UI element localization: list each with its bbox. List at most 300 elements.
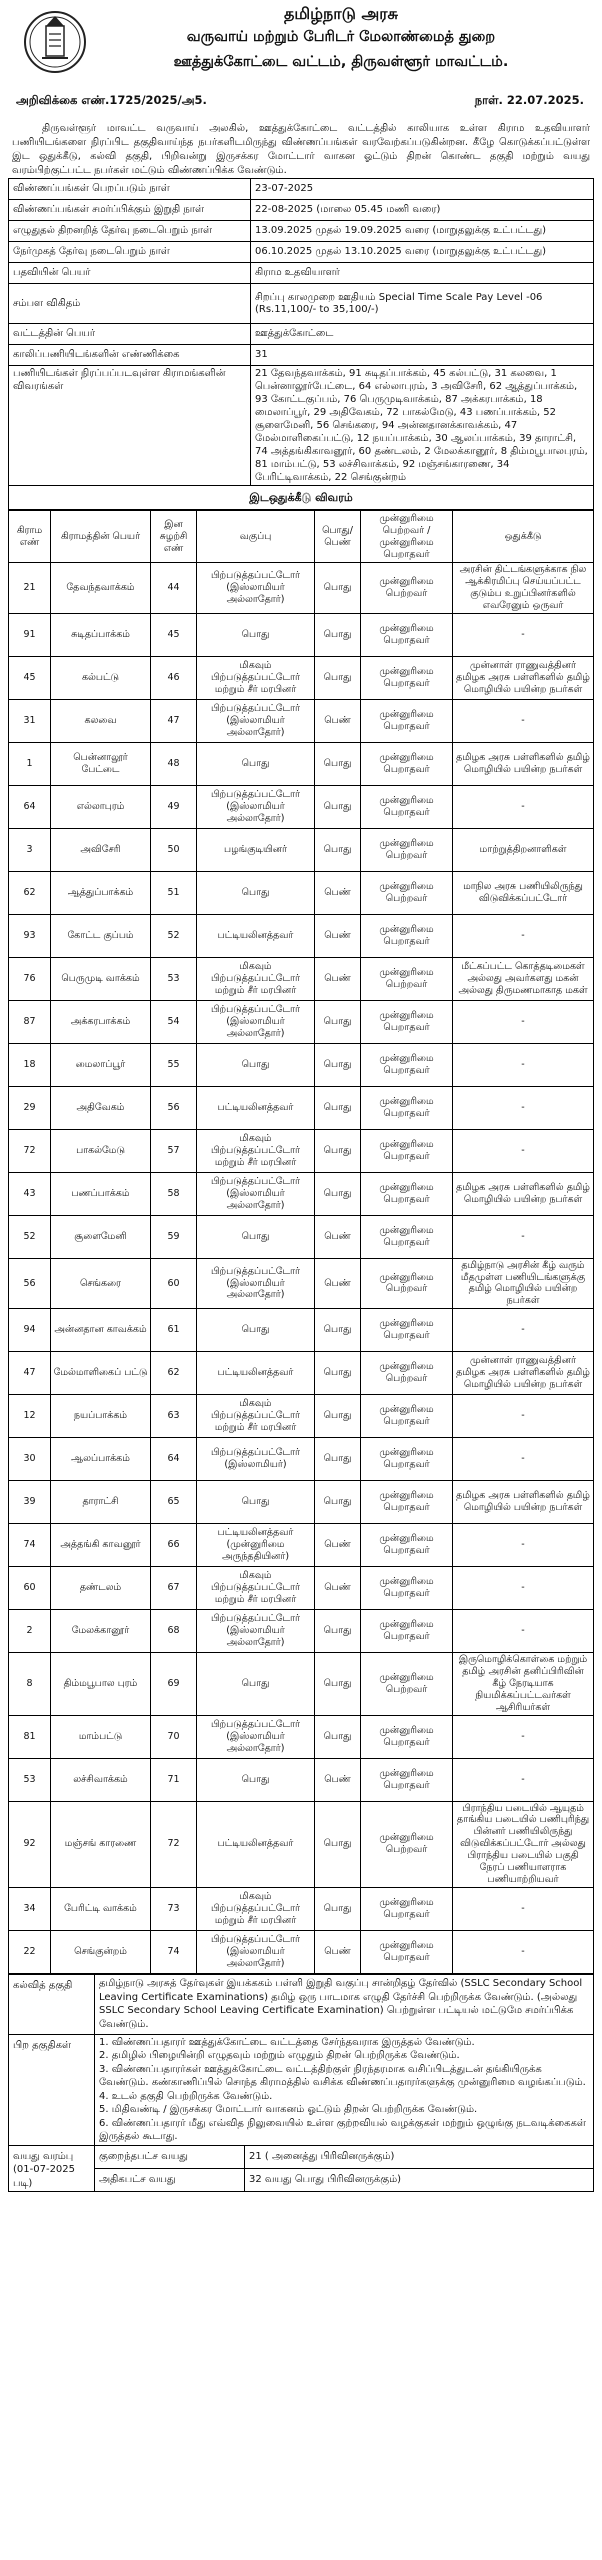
- cell-allocation: -: [453, 785, 594, 828]
- cell-village-no: 1: [9, 742, 51, 785]
- info-row: [9, 200, 594, 221]
- cell-allocation: -: [453, 1887, 594, 1930]
- info-value: 22-08-2025 (மாலை 05.45 மணி வரை): [251, 200, 594, 221]
- age-limit-label: வயது வரம்பு (01-07-2025 படி): [9, 2145, 95, 2192]
- cell-rotation-no: 74: [151, 1930, 197, 1973]
- cell-rotation-no: 63: [151, 1395, 197, 1438]
- cell-village-name: சூளைமேனி: [51, 1215, 151, 1258]
- cell-allocation: முன்னாள் ராணுவத்தினர் தமிழக அரசு பள்ளிகளில் தமிழ் மொழியில் பயின்ற நபர்கள்: [453, 1352, 594, 1395]
- cell-community: மிகவும் பிற்படுத்தப்பட்டோர் மற்றும் சீர் மரபினர்: [197, 1887, 315, 1930]
- cell-rotation-no: 59: [151, 1215, 197, 1258]
- notice-header: [8, 0, 594, 120]
- cell-village-no: 56: [9, 1258, 51, 1309]
- cell-community: பொது: [197, 1481, 315, 1524]
- cell-community: பிற்படுத்தப்பட்டோர் (இஸ்லாமியர் அல்லாதோர்): [197, 1172, 315, 1215]
- cell-rotation-no: 50: [151, 828, 197, 871]
- cell-village-no: 21: [9, 563, 51, 614]
- cell-village-no: 22: [9, 1930, 51, 1973]
- max-age-label: அதிகபட்ச வயது: [95, 2168, 245, 2191]
- reservation-row: [9, 563, 594, 614]
- cell-priority-status: முன்னுரிமை பெறாதவர்: [361, 1610, 453, 1653]
- reservation-row: [9, 1758, 594, 1801]
- cell-village-no: 74: [9, 1524, 51, 1567]
- info-label: விண்ணப்பங்கள் சமர்ப்பிக்கும் இறுதி நாள்: [9, 200, 251, 221]
- cell-village-no: 92: [9, 1801, 51, 1887]
- reservation-row: [9, 656, 594, 699]
- cell-village-no: 91: [9, 613, 51, 656]
- cell-village-name: செங்கரை: [51, 1258, 151, 1309]
- reservation-row: [9, 1567, 594, 1610]
- cell-allocation: -: [453, 1086, 594, 1129]
- col-header-rotation-no: இன சுழற்சி எண்: [151, 511, 197, 563]
- info-label: விண்ணப்பங்கள் பெறப்படும் நாள்: [9, 179, 251, 200]
- cell-rotation-no: 58: [151, 1172, 197, 1215]
- info-row: [9, 221, 594, 242]
- cell-village-no: 72: [9, 1129, 51, 1172]
- reservation-row: [9, 871, 594, 914]
- cell-community: பட்டியலினத்தவர்: [197, 1801, 315, 1887]
- cell-village-no: 94: [9, 1309, 51, 1352]
- cell-allocation: மீட்கப்பட்ட கொத்தடிமைகள் அல்லது அவர்களது மகன் அல்லது திருமணமாகாத மகள்: [453, 957, 594, 1000]
- col-header-priority: முன்னுரிமை பெற்றவர் / முன்னுரிமை பெறாதவர்: [361, 511, 453, 563]
- cell-rotation-no: 57: [151, 1129, 197, 1172]
- info-row: [9, 284, 594, 324]
- cell-general-women: பெண்: [315, 1215, 361, 1258]
- tamil-nadu-emblem-icon: [22, 4, 88, 80]
- notification-date: நாள். 22.07.2025.: [474, 93, 584, 107]
- cell-allocation: -: [453, 1000, 594, 1043]
- cell-community: மிகவும் பிற்படுத்தப்பட்டோர் மற்றும் சீர் மரபினர்: [197, 656, 315, 699]
- cell-village-no: 39: [9, 1481, 51, 1524]
- reservation-header-row: [9, 511, 594, 563]
- min-age-value: 21 ( அனைத்து பிரிவினருக்கும்): [245, 2145, 594, 2168]
- cell-community: பொது: [197, 1758, 315, 1801]
- cell-village-name: ஆலப்பாக்கம்: [51, 1438, 151, 1481]
- reservation-row: [9, 1801, 594, 1887]
- reservation-row: [9, 1524, 594, 1567]
- cell-community: மிகவும் பிற்படுத்தப்பட்டோர் மற்றும் சீர் மரபினர்: [197, 1129, 315, 1172]
- col-header-community: வகுப்பு: [197, 511, 315, 563]
- cell-priority-status: முன்னுரிமை பெற்றவர்: [361, 1653, 453, 1715]
- cell-village-name: பெருமுடி வாக்கம்: [51, 957, 151, 1000]
- cell-rotation-no: 68: [151, 1610, 197, 1653]
- cell-village-no: 52: [9, 1215, 51, 1258]
- age-row: [9, 2168, 594, 2191]
- cell-community: பிற்படுத்தப்பட்டோர் (இஸ்லாமியர் அல்லாதோர்): [197, 1000, 315, 1043]
- cell-priority-status: முன்னுரிமை பெறாதவர்: [361, 742, 453, 785]
- cell-community: மிகவும் பிற்படுத்தப்பட்டோர் மற்றும் சீர் மரபினர்: [197, 1567, 315, 1610]
- cell-allocation: இருமொழிக்கொள்கை மற்றும் தமிழ் அரசின் தனிப்பிரிவின் கீழ் நேரடியாக நியமிக்கப்பட்டவர்கள் ஆசிரியர்கள்: [453, 1653, 594, 1715]
- cell-allocation: தமிழக அரசு பள்ளிகளில் தமிழ் மொழியில் பயின்ற நபர்கள்: [453, 742, 594, 785]
- cell-general-women: பெண்: [315, 914, 361, 957]
- cell-village-no: 30: [9, 1438, 51, 1481]
- reservation-row: [9, 785, 594, 828]
- cell-community: பிற்படுத்தப்பட்டோர் (இஸ்லாமியர் அல்லாதோர்): [197, 1610, 315, 1653]
- cell-allocation: -: [453, 1567, 594, 1610]
- reservation-row: [9, 1352, 594, 1395]
- cell-community: பொது: [197, 1215, 315, 1258]
- cell-community: பிற்படுத்தப்பட்டோர் (இஸ்லாமியர் அல்லாதோர்): [197, 1258, 315, 1309]
- cell-community: பொது: [197, 742, 315, 785]
- cell-allocation: -: [453, 1043, 594, 1086]
- reservation-row: [9, 1715, 594, 1758]
- info-value: 23-07-2025: [251, 179, 594, 200]
- info-label: எழுதுதல் திறனறித் தேர்வு நடைபெறும் நாள்: [9, 221, 251, 242]
- cell-community: பட்டியலினத்தவர்: [197, 1352, 315, 1395]
- cell-community: பட்டியலினத்தவர்: [197, 914, 315, 957]
- cell-general-women: பெண்: [315, 1524, 361, 1567]
- cell-village-name: சுடிதப்பாக்கம்: [51, 613, 151, 656]
- cell-village-name: அதிவேகம்: [51, 1086, 151, 1129]
- info-value: ஊத்துக்கோட்டை: [251, 324, 594, 345]
- cell-village-name: திம்மபூபால புரம்: [51, 1653, 151, 1715]
- cell-community: பிற்படுத்தப்பட்டோர் (இஸ்லாமியர் அல்லாதோர்): [197, 563, 315, 614]
- cell-rotation-no: 72: [151, 1801, 197, 1887]
- cell-village-name: ஆத்துப்பாக்கம்: [51, 871, 151, 914]
- cell-general-women: பொது: [315, 656, 361, 699]
- cell-allocation: -: [453, 1758, 594, 1801]
- cell-village-no: 87: [9, 1000, 51, 1043]
- cell-priority-status: முன்னுரிமை பெறாதவர்: [361, 1395, 453, 1438]
- cell-village-name: அக்கரபாக்கம்: [51, 1000, 151, 1043]
- cell-rotation-no: 51: [151, 871, 197, 914]
- cell-rotation-no: 60: [151, 1258, 197, 1309]
- info-row: [9, 324, 594, 345]
- cell-village-no: 81: [9, 1715, 51, 1758]
- cell-general-women: பொது: [315, 1352, 361, 1395]
- cell-general-women: பொது: [315, 1610, 361, 1653]
- info-row: [9, 345, 594, 366]
- cell-village-no: 34: [9, 1887, 51, 1930]
- cell-rotation-no: 56: [151, 1086, 197, 1129]
- cell-rotation-no: 61: [151, 1309, 197, 1352]
- cell-priority-status: முன்னுரிமை பெறாதவர்: [361, 613, 453, 656]
- education-row: [9, 1974, 594, 2034]
- qualification-item: 1. விண்ணப்பதாரர் ஊத்துக்கோட்டை வட்டத்தை சேர்ந்தவராக இருத்தல் வேண்டும்.: [99, 2036, 475, 2048]
- cell-community: பொது: [197, 1043, 315, 1086]
- cell-priority-status: முன்னுரிமை பெறாதவர்: [361, 1887, 453, 1930]
- cell-priority-status: முன்னுரிமை பெறாதவர்: [361, 1524, 453, 1567]
- cell-rotation-no: 55: [151, 1043, 197, 1086]
- cell-priority-status: முன்னுரிமை பெறாதவர்: [361, 1758, 453, 1801]
- reservation-row: [9, 1129, 594, 1172]
- cell-allocation: -: [453, 699, 594, 742]
- cell-general-women: பொது: [315, 1395, 361, 1438]
- cell-village-no: 64: [9, 785, 51, 828]
- cell-allocation: பிராந்திய படையில் ஆயுதம் தாங்கிய படையில் பணிபுரிந்து பின்னர் பணியிலிருந்து விடுவிக்கப்பட்டோர் அல்லது பிராந்திய படையில் பகுதி நேரப் பணியாளராக பணியாற்றியவர்: [453, 1801, 594, 1887]
- cell-village-no: 31: [9, 699, 51, 742]
- info-label: காலிப்பணியிடங்களின் எண்ணிக்கை: [9, 345, 251, 366]
- qualification-item: 5. மிதிவண்டி / இருசக்கர மோட்டார் வாகனம் ஓட்டும் திறன் பெற்றிருக்க வேண்டும்.: [99, 2104, 478, 2116]
- reservation-row: [9, 1610, 594, 1653]
- cell-rotation-no: 70: [151, 1715, 197, 1758]
- cell-village-name: தண்டலம்: [51, 1567, 151, 1610]
- cell-village-name: மேலக்கானூர்: [51, 1610, 151, 1653]
- cell-priority-status: முன்னுரிமை பெறாதவர்: [361, 1043, 453, 1086]
- cell-general-women: பொது: [315, 563, 361, 614]
- notification-number: அறிவிக்கை எண்.1725/2025/அ5.: [16, 93, 207, 107]
- cell-village-name: மாம்பட்டு: [51, 1715, 151, 1758]
- cell-allocation: -: [453, 613, 594, 656]
- cell-general-women: பெண்: [315, 1258, 361, 1309]
- cell-allocation: முன்னாள் ராணுவத்தினர் தமிழக அரசு பள்ளிகளில் தமிழ் மொழியில் பயின்ற நபர்கள்: [453, 656, 594, 699]
- reservation-row: [9, 613, 594, 656]
- cell-community: பிற்படுத்தப்பட்டோர் (இஸ்லாமியர் அல்லாதோர்): [197, 1715, 315, 1758]
- cell-community: மிகவும் பிற்படுத்தப்பட்டோர் மற்றும் சீர் மரபினர்: [197, 1395, 315, 1438]
- cell-rotation-no: 71: [151, 1758, 197, 1801]
- cell-allocation: தமிழக அரசு பள்ளிகளில் தமிழ் மொழியில் பயின்ற நபர்கள்: [453, 1481, 594, 1524]
- info-row: [9, 366, 594, 486]
- cell-general-women: பொது: [315, 1129, 361, 1172]
- cell-general-women: பொது: [315, 1438, 361, 1481]
- cell-community: பிற்படுத்தப்பட்டோர் (இஸ்லாமியர் அல்லாதோர்): [197, 1930, 315, 1973]
- cell-allocation: -: [453, 1129, 594, 1172]
- cell-priority-status: முன்னுரிமை பெறாதவர்: [361, 1215, 453, 1258]
- cell-priority-status: முன்னுரிமை பெறாதவர்: [361, 1129, 453, 1172]
- info-label: நேர்முகத் தேர்வு நடைபெறும் நாள்: [9, 242, 251, 263]
- cell-general-women: பொது: [315, 1801, 361, 1887]
- info-row: [9, 263, 594, 284]
- cell-general-women: பெண்: [315, 1930, 361, 1973]
- cell-rotation-no: 48: [151, 742, 197, 785]
- eligibility-table: [8, 1974, 594, 2193]
- cell-village-no: 43: [9, 1172, 51, 1215]
- cell-general-women: பெண்: [315, 871, 361, 914]
- government-name: தமிழ்நாடு அரசு: [283, 4, 398, 23]
- cell-priority-status: முன்னுரிமை பெறாதவர்: [361, 1438, 453, 1481]
- info-value: கிராம உதவியாளர்: [251, 263, 594, 284]
- qualification-item: 2. தமிழில் பிழையின்றி எழுதவும் மற்றும் எழுதும் திறன் பெற்றிருக்க வேண்டும்.: [99, 2050, 460, 2062]
- cell-general-women: பெண்: [315, 699, 361, 742]
- info-value: 13.09.2025 முதல் 19.09.2025 வரை (மாறுதலுக்கு உட்பட்டது): [251, 221, 594, 242]
- cell-general-women: பெண்: [315, 1567, 361, 1610]
- cell-priority-status: முன்னுரிமை பெற்றவர்: [361, 1352, 453, 1395]
- cell-priority-status: முன்னுரிமை பெற்றவர்: [361, 871, 453, 914]
- cell-community: பிற்படுத்தப்பட்டோர் (இஸ்லாமியர் அல்லாதோர்): [197, 785, 315, 828]
- reservation-row: [9, 1000, 594, 1043]
- reservation-row: [9, 1172, 594, 1215]
- cell-priority-status: முன்னுரிமை பெறாதவர்: [361, 699, 453, 742]
- cell-allocation: மாநில அரசு பணியிலிருந்து விடுவிக்கப்பட்டோர்: [453, 871, 594, 914]
- cell-village-name: மேல்மாளிகைப் பட்டு: [51, 1352, 151, 1395]
- cell-village-name: பாகல்மேடு: [51, 1129, 151, 1172]
- cell-general-women: பொது: [315, 1887, 361, 1930]
- cell-general-women: பொது: [315, 1715, 361, 1758]
- cell-rotation-no: 45: [151, 613, 197, 656]
- intro-paragraph: திருவள்ளூர் மாவட்ட வருவாய் அலகில், ஊத்துக்கோட்டை வட்டத்தில் காலியாக உள்ள கிராம உதவியாளர் பணியிடங்களை நிரப்பிட தகுதிவாய்ந்த நபர்களிடமிருந்து விண்ணப்பங்கள் வரவேற்கப்படுகின்றன. கீழே கொடுக்கப்பட்டுள்ள இட ஒதுக்கீடு, கல்வி தகுதி, பிறிவன்று இருசக்கர மோட்டார் வாகன ஓட்டும் திறன் கொண்ட தகுதி மற்றும் வயது வரம்பிற்குட்பட்ட நபர்கள் மட்டும் விண்ணப்பிக்க வேண்டும்.: [12, 123, 590, 176]
- cell-general-women: பெண்: [315, 1758, 361, 1801]
- cell-village-name: பென்னாலூர் பேட்டை: [51, 742, 151, 785]
- info-row: [9, 179, 594, 200]
- min-age-label: குறைந்தபட்ச வயது: [95, 2145, 245, 2168]
- info-label: சம்பள விகிதம்: [9, 284, 251, 324]
- cell-rotation-no: 69: [151, 1653, 197, 1715]
- cell-rotation-no: 54: [151, 1000, 197, 1043]
- info-label: பணியிடங்கள் நிரப்பப்படவுள்ள கிராமங்களின் விவரங்கள்: [9, 366, 251, 486]
- cell-priority-status: முன்னுரிமை பெற்றவர்: [361, 1258, 453, 1309]
- cell-allocation: அரசின் திட்டங்களுக்காக நில ஆக்கிரமிப்பு செய்யப்பட்ட குடும்ப உறுப்பினர்களில் எவரேனும் ஒருவர்: [453, 563, 594, 614]
- info-value: 21 தேவந்தவாக்கம், 91 சுடிதப்பாக்கம், 45 கல்பட்டு, 31 கலவை, 1 பென்னாலூர்பேட்டை, 64 எல்லாபுரம், 3 அவிசேரி, 62 ஆத்துப்பாக்கம், 93 கோட்டகுப்பம், 76 பெருமுடிவாக்கம், 87 அக்கரபாக்கம், 18 மைலாப்பூர், 29 அதிவேகம், 72 பாகல்மேடு, 43 பணப்பாக்கம், 52 சூளைமேனி, 56 செங்கரை, 94 அன்னதானக்காவக்கம், 47 மேல்மாளிகைப்பட்டு, 12 நயப்பாக்கம், 30 ஆலப்பாக்கம், 39 தாராட்சி, 74 அத்தங்கிகாவனூர், 60 தண்டலம், 2 மேலக்கானூர், 8 திம்மபூபாலபுரம், 81 மாம்பட்டு, 53 லச்சிவாக்கம், 92 மஞ்சங்காரணை, 34 பேரிட்டிவாக்கம், 22 செங்குன்றம்: [251, 366, 594, 486]
- cell-community: மிகவும் பிற்படுத்தப்பட்டோர் மற்றும் சீர் மரபினர்: [197, 957, 315, 1000]
- cell-allocation: -: [453, 1610, 594, 1653]
- col-header-allocation: ஒதுக்கீடு: [453, 511, 594, 563]
- cell-rotation-no: 62: [151, 1352, 197, 1395]
- cell-general-women: பொது: [315, 1043, 361, 1086]
- info-table: [8, 178, 594, 486]
- cell-village-no: 45: [9, 656, 51, 699]
- cell-general-women: பொது: [315, 742, 361, 785]
- cell-general-women: பொது: [315, 1172, 361, 1215]
- cell-priority-status: முன்னுரிமை பெறாதவர்: [361, 656, 453, 699]
- cell-village-no: 3: [9, 828, 51, 871]
- cell-priority-status: முன்னுரிமை பெறாதவர்: [361, 1930, 453, 1973]
- cell-allocation: தமிழக அரசு பள்ளிகளில் தமிழ் மொழியில் பயின்ற நபர்கள்: [453, 1172, 594, 1215]
- cell-community: பட்டியலினத்தவர்: [197, 1086, 315, 1129]
- cell-community: பிற்படுத்தப்பட்டோர் (இஸ்லாமியர்): [197, 1438, 315, 1481]
- cell-village-no: 12: [9, 1395, 51, 1438]
- reservation-row: [9, 1438, 594, 1481]
- col-header-general-women: பொது/ பெண்: [315, 511, 361, 563]
- qualification-item: 3. விண்ணப்பதாரர்கள் ஊத்துக்கோட்டை வட்டத்திற்குள் நிரந்தரமாக வசிப்பிடத்துடன் தங்கியிருக்க வேண்டும். கண்காணிப்பில் சொந்த கிராமத்தில் வசிக்க விண்ணப்பதாரர்களுக்கு முன்னுரிமை வழங்கப்படும்.: [99, 2063, 586, 2089]
- info-row: [9, 242, 594, 263]
- cell-village-name: லச்சிவாக்கம்: [51, 1758, 151, 1801]
- cell-allocation: தமிழ்நாடு அரசின் கீழ் வரும் மீதமுள்ள பணியிடங்களுக்கு தமிழ் மொழியில் பயின்ற நபர்கள்: [453, 1258, 594, 1309]
- age-row: [9, 2145, 594, 2168]
- cell-rotation-no: 67: [151, 1567, 197, 1610]
- cell-priority-status: முன்னுரிமை பெற்றவர்: [361, 1801, 453, 1887]
- reservation-title: இடஒதுக்கீடு விவரம்: [8, 486, 594, 510]
- cell-priority-status: முன்னுரிமை பெறாதவர்: [361, 1715, 453, 1758]
- cell-village-no: 18: [9, 1043, 51, 1086]
- reservation-row: [9, 914, 594, 957]
- cell-rotation-no: 53: [151, 957, 197, 1000]
- cell-allocation: -: [453, 1715, 594, 1758]
- cell-village-no: 8: [9, 1653, 51, 1715]
- cell-priority-status: முன்னுரிமை பெறாதவர்: [361, 1086, 453, 1129]
- cell-general-women: பொது: [315, 1086, 361, 1129]
- info-value: 31: [251, 345, 594, 366]
- cell-priority-status: முன்னுரிமை பெறாதவர்: [361, 785, 453, 828]
- info-label: பதவியின் பெயர்: [9, 263, 251, 284]
- cell-village-no: 29: [9, 1086, 51, 1129]
- info-value: 06.10.2025 முதல் 13.10.2025 வரை (மாறுதலுக்கு உட்பட்டது): [251, 242, 594, 263]
- cell-general-women: பெண்: [315, 957, 361, 1000]
- reservation-row: [9, 1887, 594, 1930]
- cell-general-women: பொது: [315, 1000, 361, 1043]
- cell-allocation: -: [453, 1215, 594, 1258]
- cell-village-name: கலவை: [51, 699, 151, 742]
- cell-village-no: 76: [9, 957, 51, 1000]
- cell-village-name: கோட்ட குப்பம்: [51, 914, 151, 957]
- info-value: சிறப்பு காலமுறை ஊதியம் Special Time Scale Pay Level -06 (Rs.11,100/- to 35,100/-): [251, 284, 594, 324]
- cell-priority-status: முன்னுரிமை பெறாதவர்: [361, 914, 453, 957]
- cell-rotation-no: 73: [151, 1887, 197, 1930]
- cell-rotation-no: 47: [151, 699, 197, 742]
- cell-priority-status: முன்னுரிமை பெறாதவர்: [361, 1000, 453, 1043]
- education-value: தமிழ்நாடு அரசுத் தேர்வுகள் இயக்ககம் பள்ளி இறுதி வகுப்பு சான்றிதழ் தேர்வில் (SSLC Secondary School Leaving Certificate Examinations) தமிழ் ஒரு பாடமாக எழுதி தேர்ச்சி பெற்றிருக்க வேண்டும். (அல்லது SSLC Secondary School Leaving Certificate Examination) பெற்றுள்ள பட்டியல் மட்டுமே சமர்ப்பிக்க வேண்டும்.: [95, 1974, 594, 2034]
- cell-allocation: -: [453, 1524, 594, 1567]
- cell-priority-status: முன்னுரிமை பெற்றவர்: [361, 563, 453, 614]
- cell-priority-status: முன்னுரிமை பெறாதவர்: [361, 1481, 453, 1524]
- cell-community: பொது: [197, 871, 315, 914]
- cell-village-no: 47: [9, 1352, 51, 1395]
- other-qualifications-label: பிற தகுதிகள்: [9, 2034, 95, 2145]
- education-label: கல்வித் தகுதி: [9, 1974, 95, 2034]
- reservation-row: [9, 1309, 594, 1352]
- reservation-row: [9, 1086, 594, 1129]
- cell-general-women: பொது: [315, 613, 361, 656]
- cell-general-women: பொது: [315, 1653, 361, 1715]
- cell-community: பழங்குடியினர்: [197, 828, 315, 871]
- cell-rotation-no: 44: [151, 563, 197, 614]
- cell-rotation-no: 66: [151, 1524, 197, 1567]
- cell-priority-status: முன்னுரிமை பெறாதவர்: [361, 1172, 453, 1215]
- cell-village-name: மஞ்சங் காரணை: [51, 1801, 151, 1887]
- cell-village-name: செங்குன்றம்: [51, 1930, 151, 1973]
- cell-community: பொது: [197, 1653, 315, 1715]
- cell-allocation: -: [453, 914, 594, 957]
- reservation-row: [9, 699, 594, 742]
- reservation-row: [9, 828, 594, 871]
- cell-priority-status: முன்னுரிமை பெறாதவர்: [361, 1309, 453, 1352]
- cell-village-no: 53: [9, 1758, 51, 1801]
- cell-village-no: 2: [9, 1610, 51, 1653]
- cell-general-women: பொது: [315, 1481, 361, 1524]
- cell-general-women: பொது: [315, 828, 361, 871]
- reservation-row: [9, 1215, 594, 1258]
- reservation-row: [9, 1043, 594, 1086]
- cell-village-no: 93: [9, 914, 51, 957]
- cell-priority-status: முன்னுரிமை பெறாதவர்: [361, 1567, 453, 1610]
- cell-village-no: 60: [9, 1567, 51, 1610]
- cell-community: பட்டியலினத்தவர் (முன்னுரிமை அருந்ததியினர்): [197, 1524, 315, 1567]
- cell-rotation-no: 49: [151, 785, 197, 828]
- cell-rotation-no: 52: [151, 914, 197, 957]
- cell-village-name: எல்லாபுரம்: [51, 785, 151, 828]
- cell-village-name: நயப்பாக்கம்: [51, 1395, 151, 1438]
- reservation-row: [9, 742, 594, 785]
- cell-general-women: பொது: [315, 1309, 361, 1352]
- reservation-row: [9, 1481, 594, 1524]
- cell-village-name: அவிசேரி: [51, 828, 151, 871]
- cell-village-name: அன்னதான காவக்கம்: [51, 1309, 151, 1352]
- taluk-district-name: ஊத்துக்கோட்டை வட்டம், திருவள்ளூர் மாவட்டம்.: [173, 54, 509, 70]
- col-header-village-no: கிராம எண்: [9, 511, 51, 563]
- reservation-row: [9, 1395, 594, 1438]
- max-age-value: 32 வயது பொது பிரிவினருக்கும்): [245, 2168, 594, 2191]
- reservation-row: [9, 957, 594, 1000]
- qualification-item: 4. உடல் தகுதி பெற்றிருக்க வேண்டும்.: [99, 2090, 273, 2102]
- cell-village-name: கல்பட்டு: [51, 656, 151, 699]
- reservation-row: [9, 1653, 594, 1715]
- reservation-row: [9, 1258, 594, 1309]
- cell-village-name: பேரிட்டி வாக்கம்: [51, 1887, 151, 1930]
- reservation-row: [9, 1930, 594, 1973]
- col-header-village-name: கிராமத்தின் பெயர்: [51, 511, 151, 563]
- cell-community: பொது: [197, 1309, 315, 1352]
- cell-village-name: அத்தங்கி காவனூர்: [51, 1524, 151, 1567]
- cell-village-name: தேவந்தவாக்கம்: [51, 563, 151, 614]
- other-qualifications-row: [9, 2034, 594, 2145]
- cell-village-name: தாராட்சி: [51, 1481, 151, 1524]
- other-qualifications-list: [95, 2034, 594, 2145]
- cell-allocation: -: [453, 1930, 594, 1973]
- qualification-item: 6. விண்ணப்பதாரர் மீது எவ்வித நிலுவையில் உள்ள குற்றவியல் வழக்குகள் மற்றும் ஒழுங்கு நடவடிக்கைகள் இருத்தல் கூடாது.: [99, 2117, 586, 2143]
- cell-rotation-no: 64: [151, 1438, 197, 1481]
- reservation-body: [9, 563, 594, 1974]
- info-label: வட்டத்தின் பெயர்: [9, 324, 251, 345]
- reservation-table: [8, 510, 594, 1974]
